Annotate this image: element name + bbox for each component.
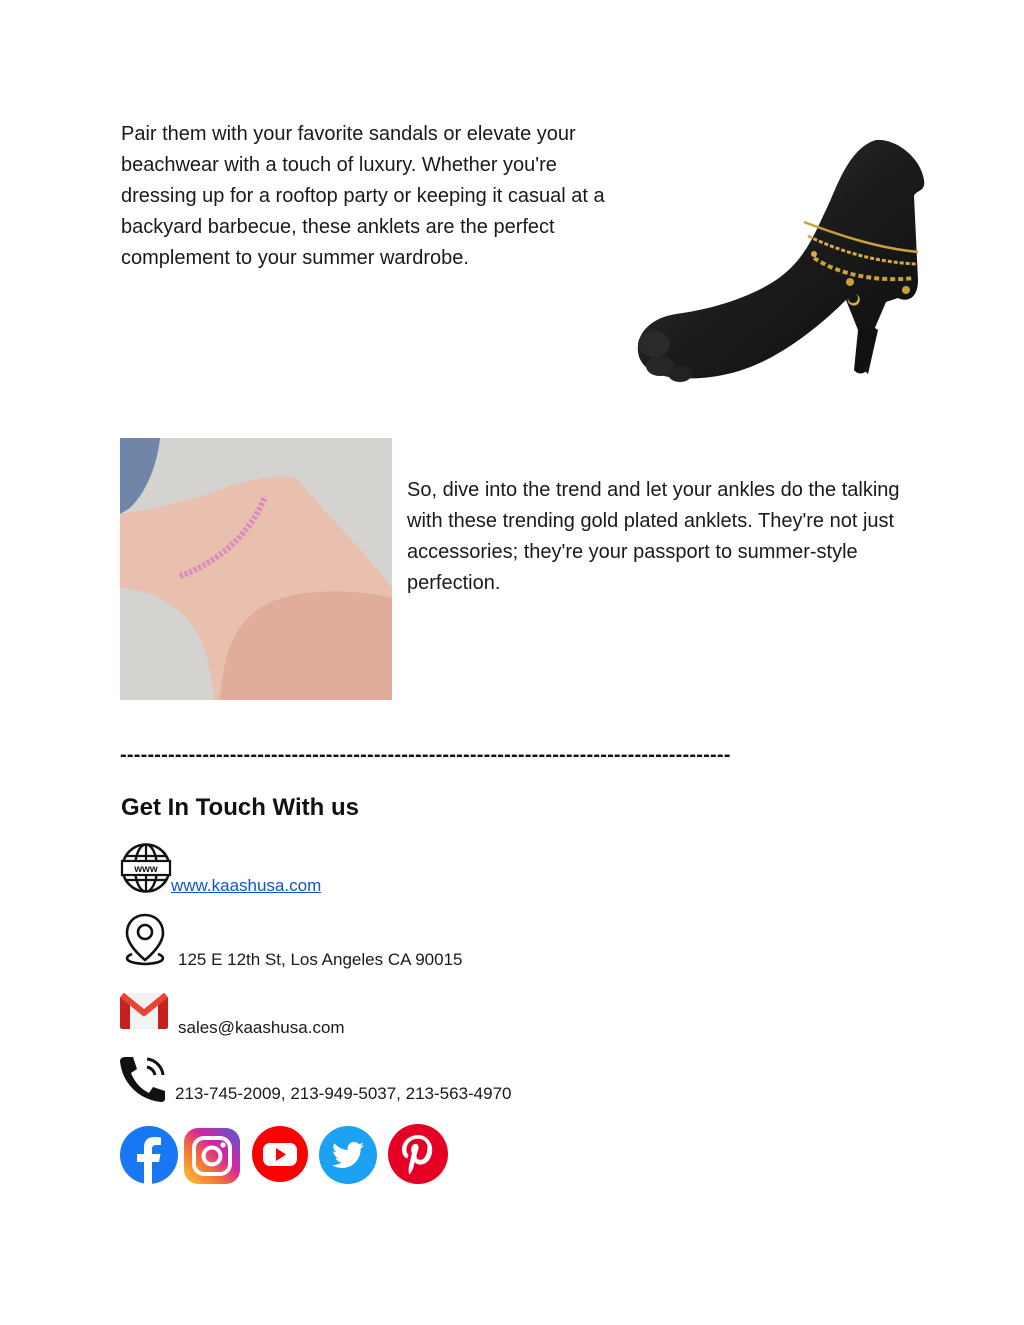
website-link[interactable]: www.kaashusa.com [171,876,322,895]
section-divider: ----------------------------------------------------------------------------------------- [120,744,731,766]
email-text: sales@kaashusa.com [178,1018,345,1037]
facebook-icon[interactable] [120,1126,178,1189]
intro-paragraph: Pair them with your favorite sandals or elevate your beachwear with a touch of luxury. Whether you're dressing up for a rooftop party or keeping it casual at a backyard barbecue, these anklets are the perfect complement to your summer wardrobe. [121,123,605,269]
closing-paragraph: So, dive into the trend and let your ankles do the talking with these trending gold plated anklets. They're not just accessories; they're your passport to summer-style perfection. [407,479,900,594]
globe-icon [120,842,172,899]
mannequin-foot-anklet-image [636,130,926,392]
pink-anklet-photo [120,438,392,700]
instagram-icon[interactable] [184,1128,240,1189]
pinterest-icon[interactable] [388,1124,448,1189]
location-pin-icon [120,912,170,973]
twitter-icon[interactable] [319,1126,377,1189]
phone-numbers-text: 213-745-2009, 213-949-5037, 213-563-4970 [175,1084,512,1103]
phone-icon [119,1053,169,1108]
gmail-icon [120,993,168,1034]
youtube-icon[interactable] [252,1126,308,1187]
contact-heading: Get In Touch With us [121,794,359,821]
globe-label: www [134,864,158,875]
address-text: 125 E 12th St, Los Angeles CA 90015 [178,950,463,969]
